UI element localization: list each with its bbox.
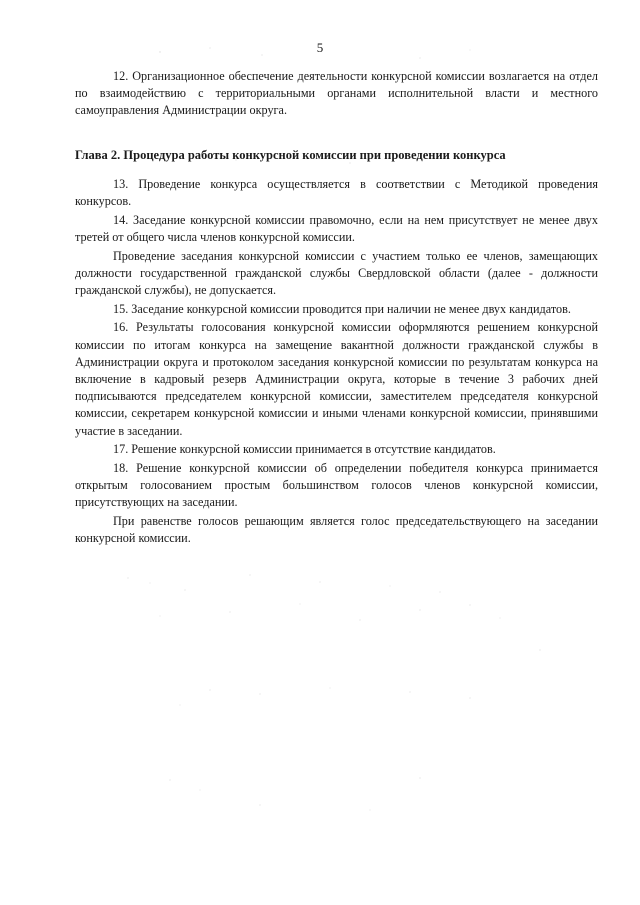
paragraph-14-continued: Проведение заседания конкурсной комиссии с участием только ее членов, замещающих должности государственной гражданской службы Свердловской области (далее - должности гражданской службы), не допускается. (75, 248, 598, 298)
paragraph-13: 13. Проведение конкурса осуществляется в соответствии с Методикой проведения конкурсов. (75, 176, 598, 209)
paragraph-16: 16. Результаты голосования конкурсной комиссии оформляются решением конкурсной комиссии по итогам конкурса на замещение вакантной должности гражданской службы в Администрации округа и протоколом заседания конкурсной комиссии по результатам конкурса на включение в кадровый резерв Администрации округа, которые в течение 3 рабочих дней подписываются председателем конкурсной комиссии, заместителем председателя конкурсной комиссии, секретарем конкурсной комиссии и иными членами конкурсной комиссии, принявшими участие в заседании. (75, 320, 598, 438)
paragraph-18: 18. Решение конкурсной комиссии об определении победителя конкурса принимается открытым голосованием простым большинством голосов членов конкурсной комиссии, присутствующих на заседании. (75, 461, 598, 510)
paragraph-18-continued: При равенстве голосов решающим является голос председательствующего на заседании конкурсной комиссии. (75, 514, 598, 546)
paragraph-15: 15. Заседание конкурсной комиссии проводится при наличии не менее двух кандидатов. (113, 301, 571, 316)
paragraph-12: 12. Организационное обеспечение деятельности конкурсной комиссии возлагается на отдел по взаимодействию с территориальными органами исполнительной власти и местного самоуправления Администрации округа. (75, 69, 598, 118)
chapter-title: Глава 2. Процедура работы конкурсной комиссии при проведении конкурса (75, 147, 506, 162)
document-body (75, 68, 598, 549)
page-number: 5 (316, 40, 324, 55)
paragraph-17: 17. Решение конкурсной комиссии принимается в отсутствие кандидатов. (113, 442, 496, 457)
paragraph-14: 14. Заседание конкурсной комиссии правомочно, если на нем присутствует не менее двух третей от общего числа членов конкурсной комиссии. (75, 212, 598, 244)
